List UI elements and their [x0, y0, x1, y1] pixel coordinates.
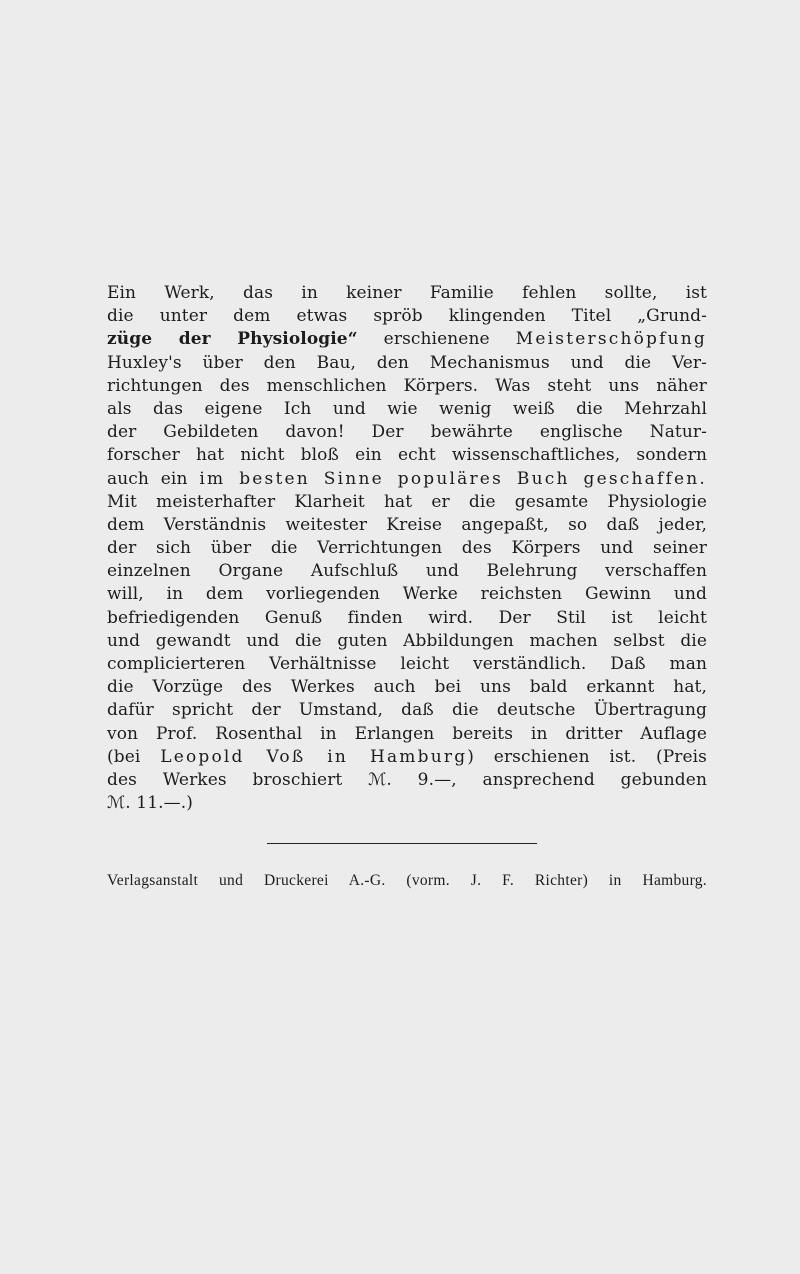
text-line: Ein Werk, das in keiner Familie fehlen sollte, ist — [107, 283, 707, 303]
text-line: die unter dem etwas spröb klingenden Titel „Grund- — [107, 306, 707, 327]
text-line: (bei Leopold Voß in Hamburg) erschienen ist. (Preis — [107, 746, 708, 767]
text-line: als das eigene Ich und wie wenig weiß die Mehrzahl — [107, 398, 707, 419]
text-line: der sich über die Verrichtungen des Körpers und seiner — [107, 538, 707, 559]
text-line: auch ein im besten Sinne populäres Buch geschaffen. — [107, 468, 707, 489]
text-line: Huxley's über den Bau, den Mechanismus und die Ver- — [107, 352, 707, 373]
text-line: befriedigenden Genuß finden wird. Der Stil ist leicht — [107, 607, 707, 628]
text-line: will, in dem vorliegenden Werke reichsten Gewinn und — [107, 584, 707, 605]
text-line: dem Verständnis weitester Kreise angepaßt, so daß jeder, — [107, 514, 707, 535]
publisher-imprint: Verlagsanstalt und Druckerei A.-G. (vorm. J. F. Richter) in Hamburg. — [107, 872, 707, 889]
divider-rule — [267, 843, 537, 844]
text-line: forscher hat nicht bloß ein echt wissenschaftliches, sondern — [107, 445, 707, 466]
text-line: Mit meisterhafter Klarheit hat er die gesamte Physiologie — [107, 491, 707, 512]
text-line: des Werkes broschiert ℳ. 9.—, ansprechend gebunden — [107, 769, 707, 790]
text-line: züge der Physiologie“ erschienene Meisterschöpfung — [107, 329, 707, 350]
text-line: von Prof. Rosenthal in Erlangen bereits in dritter Auflage — [107, 723, 707, 744]
text-line: der Gebildeten davon! Der bewährte englische Natur- — [107, 422, 707, 443]
text-line: die Vorzüge des Werkes auch bei uns bald erkannt hat, — [107, 677, 707, 698]
text-line: und gewandt und die guten Abbildungen machen selbst die — [107, 630, 707, 651]
article-text — [107, 282, 707, 815]
text-line: einzelnen Organe Aufschluß und Belehrung verschaffen — [107, 561, 707, 582]
text-line: richtungen des menschlichen Körpers. Was steht uns näher — [107, 375, 707, 396]
text-line: complicierteren Verhältnisse leicht verständlich. Daß man — [107, 654, 707, 674]
text-line: dafür spricht der Umstand, daß die deutsche Übertragung — [107, 700, 707, 721]
text-line: ℳ. 11.—.) — [107, 793, 193, 814]
